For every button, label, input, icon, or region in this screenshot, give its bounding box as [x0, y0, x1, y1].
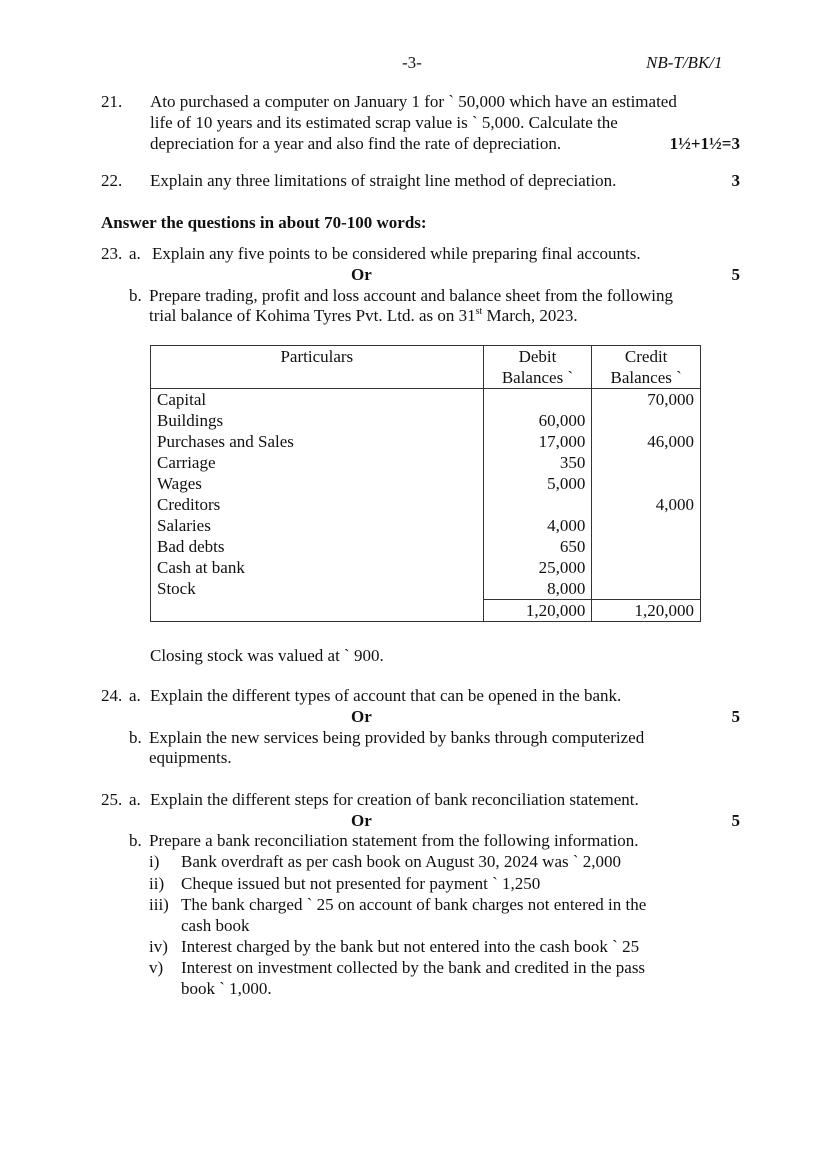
- header-credit: [592, 346, 701, 389]
- table-row: [151, 536, 701, 557]
- option-label: b.: [129, 286, 142, 305]
- list-item-text: Interest on investment collected by the bank and credited in the pass: [181, 958, 646, 977]
- option-b-text: Prepare trading, profit and loss account and balance sheet from the following: [149, 286, 673, 305]
- debit: 17,000: [483, 431, 592, 452]
- table-note: Closing stock was valued at ` 900.: [150, 646, 384, 665]
- header-debit: [483, 346, 592, 389]
- particular: [151, 600, 484, 622]
- particular: Wages: [151, 473, 484, 494]
- credit: [592, 536, 701, 557]
- question-number: 24.: [101, 686, 123, 705]
- credit: 70,000: [592, 389, 701, 411]
- text: Debit: [518, 347, 557, 366]
- list-item-label: iii): [149, 895, 169, 914]
- credit: 4,000: [592, 494, 701, 515]
- table-row: [151, 494, 701, 515]
- section-heading: Answer the questions in about 70-100 words:: [101, 213, 427, 232]
- credit-total: 1,20,000: [592, 600, 701, 622]
- header-particulars: Particulars: [151, 346, 484, 389]
- particular: Bad debts: [151, 536, 484, 557]
- text: March, 2023.: [482, 306, 578, 325]
- list-item-text: Bank overdraft as per cash book on August 30, 2024 was ` 2,000: [181, 852, 622, 871]
- credit: [592, 452, 701, 473]
- list-item-label: ii): [149, 874, 165, 893]
- list-item-text: The bank charged ` 25 on account of bank charges not entered in the: [181, 895, 647, 914]
- list-item-text: cash book: [181, 916, 250, 935]
- list-item-label: v): [149, 958, 164, 977]
- list-item-label: iv): [149, 937, 168, 956]
- table-row: [151, 578, 701, 600]
- debit: 5,000: [483, 473, 592, 494]
- particular: Creditors: [151, 494, 484, 515]
- debit: [483, 494, 592, 515]
- debit: [483, 389, 592, 411]
- superscript: st: [475, 306, 483, 317]
- marks: 1½+1½=3: [669, 134, 740, 153]
- text: Balances `: [501, 368, 574, 387]
- question-text-line: Ato purchased a computer on January 1 for ` 50,000 which have an estimated: [150, 92, 677, 111]
- list-item-text: Cheque issued but not presented for payment ` 1,250: [181, 874, 541, 893]
- particular: Carriage: [151, 452, 484, 473]
- question-text: Explain any three limitations of straight line method of depreciation.: [150, 171, 617, 190]
- or-separator: Or: [351, 811, 372, 830]
- or-separator: Or: [351, 707, 372, 726]
- option-label: b.: [129, 728, 142, 747]
- list-item-text: Interest charged by the bank but not entered into the cash book ` 25: [181, 937, 640, 956]
- table-row: [151, 515, 701, 536]
- particular: Buildings: [151, 410, 484, 431]
- question-text-line: depreciation for a year and also find the rate of depreciation.: [150, 134, 562, 153]
- option-b-text: Prepare a bank reconciliation statement from the following information.: [149, 831, 639, 850]
- marks: 5: [731, 265, 740, 284]
- page-number: -3-: [402, 53, 422, 72]
- credit: [592, 515, 701, 536]
- trial-balance-table: [150, 345, 701, 622]
- question-text-line: life of 10 years and its estimated scrap value is ` 5,000. Calculate the: [150, 113, 618, 132]
- table-row: [151, 410, 701, 431]
- debit: 60,000: [483, 410, 592, 431]
- option-b-text: [149, 305, 578, 326]
- option-label: a.: [129, 686, 141, 705]
- debit: 25,000: [483, 557, 592, 578]
- question-number: 21.: [101, 92, 123, 111]
- text: trial balance of Kohima Tyres Pvt. Ltd. as on 31: [149, 306, 476, 325]
- marks: 3: [731, 171, 740, 190]
- particular: Purchases and Sales: [151, 431, 484, 452]
- table-row: [151, 452, 701, 473]
- debit: 350: [483, 452, 592, 473]
- table-row: [151, 389, 701, 411]
- debit: 4,000: [483, 515, 592, 536]
- option-label: b.: [129, 831, 142, 850]
- credit: [592, 578, 701, 600]
- particular: Cash at bank: [151, 557, 484, 578]
- credit: [592, 557, 701, 578]
- marks: 5: [731, 707, 740, 726]
- particular: Salaries: [151, 515, 484, 536]
- option-a-text: Explain any five points to be considered while preparing final accounts.: [152, 244, 641, 263]
- option-b-text: equipments.: [149, 748, 232, 767]
- particular: Capital: [151, 389, 484, 411]
- table-row: [151, 473, 701, 494]
- question-number: 25.: [101, 790, 123, 809]
- list-item-text: book ` 1,000.: [181, 979, 272, 998]
- option-label: a.: [129, 790, 141, 809]
- list-item-label: i): [149, 852, 160, 871]
- option-label: a.: [129, 244, 141, 263]
- marks: 5: [731, 811, 740, 830]
- or-separator: Or: [351, 265, 372, 284]
- debit: 8,000: [483, 578, 592, 600]
- text: Credit: [624, 347, 668, 366]
- credit: [592, 410, 701, 431]
- credit: [592, 473, 701, 494]
- option-a-text: Explain the different types of account that can be opened in the bank.: [150, 686, 622, 705]
- table-row: [151, 557, 701, 578]
- debit: 650: [483, 536, 592, 557]
- debit-total: 1,20,000: [483, 600, 592, 622]
- table-total-row: [151, 600, 701, 622]
- credit: 46,000: [592, 431, 701, 452]
- option-b-text: Explain the new services being provided by banks through computerized: [149, 728, 645, 747]
- table-row: [151, 431, 701, 452]
- particular: Stock: [151, 578, 484, 600]
- paper-code: NB-T/BK/1: [646, 53, 723, 72]
- text: Balances `: [610, 368, 682, 387]
- question-number: 22.: [101, 171, 123, 190]
- table-header-row: [151, 346, 701, 389]
- option-a-text: Explain the different steps for creation of bank reconciliation statement.: [150, 790, 639, 809]
- question-number: 23.: [101, 244, 123, 263]
